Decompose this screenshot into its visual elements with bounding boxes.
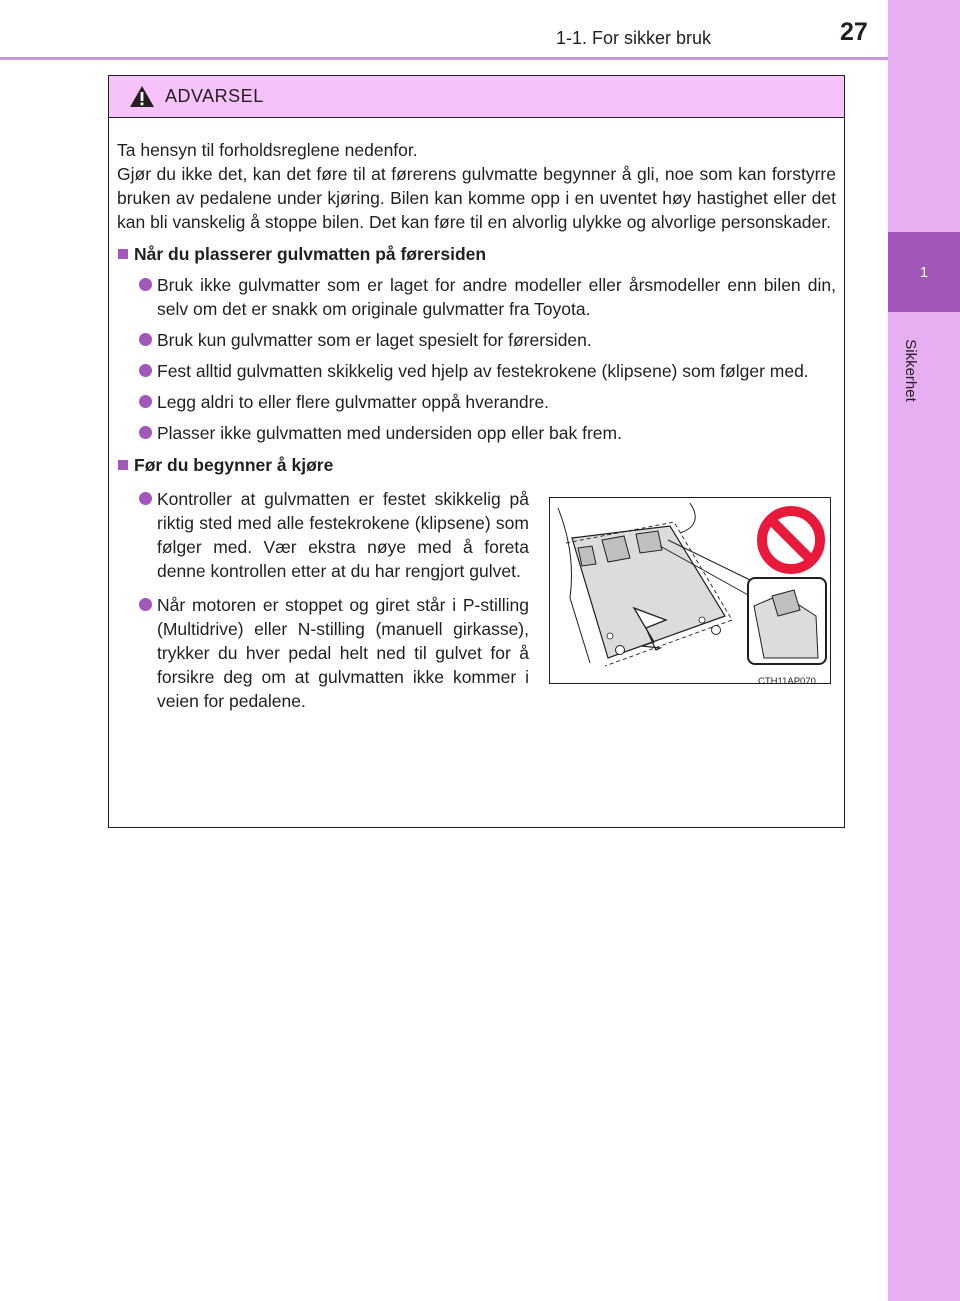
- chapter-label-container: [890, 320, 930, 420]
- list-item: [117, 328, 836, 352]
- section-heading-text: Før du begynner å kjøre: [134, 455, 334, 475]
- list-item-text: Plasser ikke gulvmatten med undersiden opp eller bak frem.: [157, 423, 622, 443]
- section-heading-1: [117, 242, 836, 266]
- warning-header: [109, 76, 844, 118]
- header-divider: [0, 57, 888, 60]
- list-item-text: Bruk kun gulvmatter som er laget spesielt for førersiden.: [157, 330, 592, 350]
- list-item-text: Legg aldri to eller flere gulvmatter oppå hverandre.: [157, 392, 550, 412]
- bullet-dot-icon: [139, 598, 152, 611]
- bullet-dot-icon: [139, 492, 152, 505]
- list-item: [117, 421, 836, 445]
- list-item: [117, 273, 836, 321]
- list-item-text: Kontroller at gulvmatten er festet skikkelig på riktig sted med alle festekrokene (klipsene) som følger med. Vær ekstra nøye med å foreta denne kontrollen etter at du har rengjort gulvet.: [157, 489, 529, 581]
- section-heading-2: [117, 453, 836, 477]
- bullet-dot-icon: [139, 278, 152, 291]
- intro-paragraph: Gjør du ikke det, kan det føre til at førerens gulvmatte begynner å gli, noe som kan forstyrre bruken av pedalene under kjøring. Bilen kan komme opp i en uventet høy hastighet eller det kan bli vanskelig å stoppe bilen. Det kan føre til en alvorlig ulykke og alvorlige personskader.: [117, 164, 836, 232]
- floor-mat-illustration: [549, 497, 831, 687]
- prohibited-icon: [755, 504, 827, 576]
- chapter-side-tab: [888, 0, 960, 1301]
- warning-box: [108, 75, 845, 828]
- section-square-icon: [118, 460, 128, 470]
- section2-body: [117, 487, 836, 723]
- list-item: [117, 487, 529, 583]
- chapter-number-tab[interactable]: [888, 232, 960, 312]
- section-square-icon: [118, 249, 128, 259]
- list-item: [117, 390, 836, 414]
- bullet-dot-icon: [139, 426, 152, 439]
- list-item: [117, 359, 836, 383]
- intro-line-1: Ta hensyn til forholdsreglene nedenfor.: [117, 140, 418, 160]
- figure-code: CTH11AP070: [758, 676, 816, 687]
- bullet-dot-icon: [139, 364, 152, 377]
- warning-content: [109, 118, 844, 723]
- warning-triangle-icon: [129, 85, 155, 108]
- chapter-label: Sikkerhet: [901, 338, 919, 402]
- list-item-text: Når motoren er stoppet og giret står i P-stilling (Multidrive) eller N-stilling (manuell girkasse), trykker du hver pedal helt ned til gulvet for å forsikre deg om at gulvmatten ikke kommer i veien for pedalene.: [157, 595, 529, 711]
- list-item: [117, 593, 529, 713]
- list-item-text: Fest alltid gulvmatten skikkelig ved hjelp av festekrokene (klipsene) som følger med.: [157, 361, 809, 381]
- section2-list: [117, 487, 529, 723]
- list-item-text: Bruk ikke gulvmatter som er laget for andre modeller eller årsmodeller enn bilen din, selv om det er snakk om originale gulvmatter fra Toyota.: [157, 275, 836, 319]
- section-title: 1-1. For sikker bruk: [556, 28, 712, 48]
- section-heading-text: Når du plasserer gulvmatten på førersiden: [134, 244, 487, 264]
- page-number: 27: [840, 18, 868, 46]
- bullet-dot-icon: [139, 333, 152, 346]
- bullet-dot-icon: [139, 395, 152, 408]
- chapter-number: 1: [919, 263, 929, 281]
- warning-title: ADVARSEL: [165, 86, 264, 106]
